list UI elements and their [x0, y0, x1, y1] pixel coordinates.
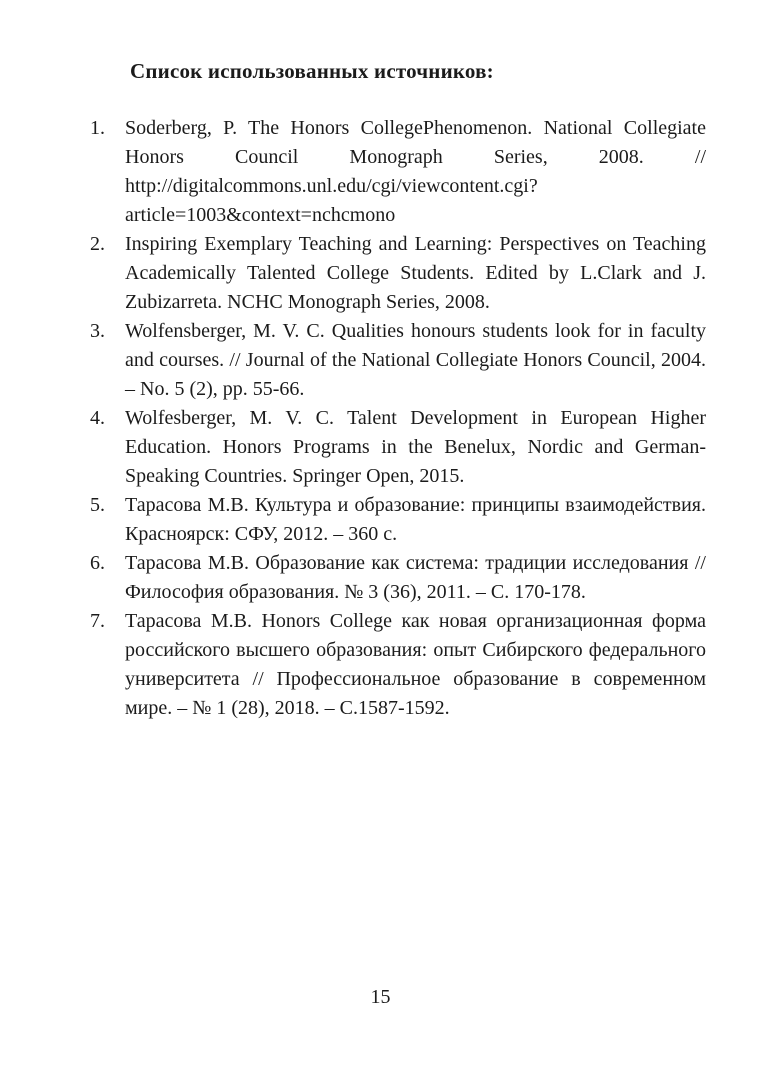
- reference-text: Тарасова М.В. Honors College как новая организационная форма российского высшего образования: опыт Сибирского федерального университета // Профессиональное образование в современном мире. – № 1 (28), 2018. – С.1587-1592.: [125, 610, 706, 719]
- reference-item: [90, 607, 706, 723]
- page-content: [90, 57, 706, 723]
- page-number: 15: [370, 986, 391, 1008]
- reference-item: [90, 114, 706, 230]
- reference-text: Wolfensberger, M. V. C. Qualities honours students look for in faculty and courses. // Journal of the National Collegiate Honors Council, 2004. – No. 5 (2), pp. 55-66.: [125, 320, 706, 400]
- reference-number: 7.: [90, 610, 105, 632]
- page-title: Список использованных источников:: [130, 59, 494, 83]
- reference-number: 5.: [90, 494, 105, 516]
- reference-number: 2.: [90, 233, 105, 255]
- references-list: [90, 114, 706, 723]
- reference-text: Тарасова М.В. Образование как система: традиции исследования // Философия образования. № 3 (36), 2011. – С. 170-178.: [125, 552, 706, 603]
- reference-text: Inspiring Exemplary Teaching and Learning: Perspectives on Teaching Academically Talented College Students. Edited by L.Clark and J. Zubizarreta. NCHC Monograph Series, 2008.: [125, 233, 706, 313]
- reference-number: 6.: [90, 552, 105, 574]
- reference-item: [90, 317, 706, 404]
- reference-number: 3.: [90, 320, 105, 342]
- reference-item: [90, 549, 706, 607]
- reference-text: Wolfesberger, M. V. C. Talent Development in European Higher Education. Honors Programs in the Benelux, Nordic and German-Speaking Countries. Springer Open, 2015.: [125, 407, 706, 487]
- reference-number: 1.: [90, 117, 105, 139]
- reference-text: Soderberg, P. The Honors CollegePhenomenon. National Collegiate Honors Council Monograph Series, 2008. // http://digitalcommons.unl.edu/cgi/viewcontent.cgi?article=1003&context=nchcmono: [125, 117, 706, 226]
- reference-item: [90, 404, 706, 491]
- reference-item: [90, 491, 706, 549]
- reference-number: 4.: [90, 407, 105, 429]
- reference-item: [90, 230, 706, 317]
- reference-text: Тарасова М.В. Культура и образование: принципы взаимодействия. Красноярск: СФУ, 2012. – 360 с.: [125, 494, 706, 545]
